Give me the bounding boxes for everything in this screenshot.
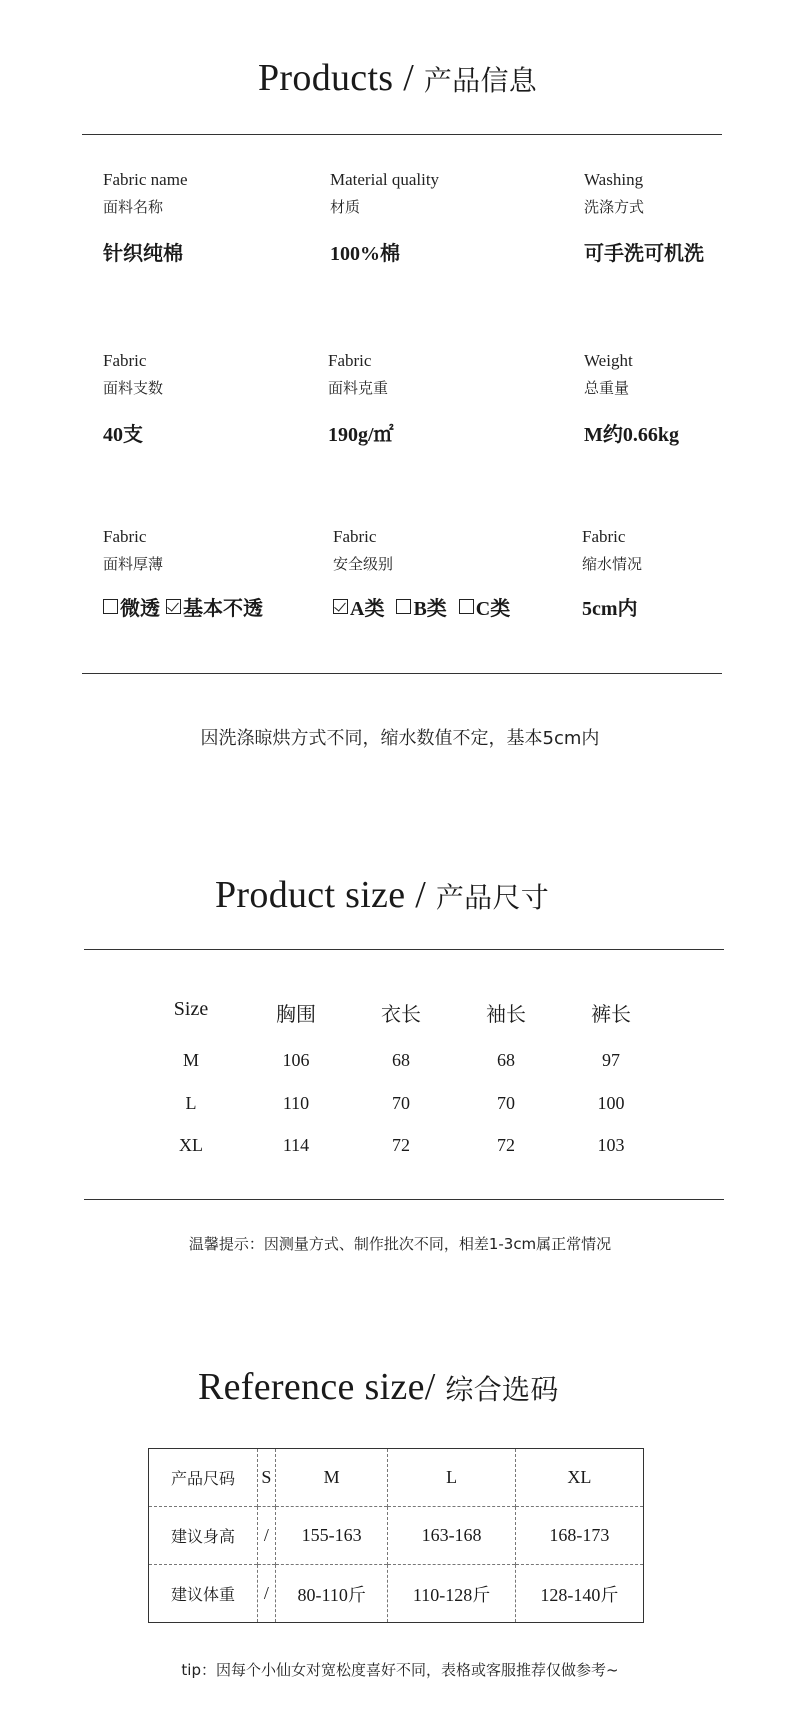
spec-fabric-weight: [328, 351, 394, 447]
products-title: [258, 56, 537, 100]
spec-shrinkage: [582, 527, 642, 621]
size-cell: 70: [497, 1093, 515, 1113]
spec-label-cn: 总重量: [584, 379, 630, 397]
table-cell: 建议体重: [149, 1565, 258, 1623]
spec-label-cn: 材质: [330, 198, 361, 216]
spec-label-en: Weight: [584, 351, 633, 370]
spec-label-en: Fabric: [103, 527, 147, 546]
spec-value: 100%棉: [330, 243, 400, 265]
table-cell: L: [388, 1449, 515, 1507]
spec-fabric-count: [103, 351, 163, 447]
reference-size-title-en: Reference size/: [198, 1366, 446, 1408]
shrinkage-note: 因洗涤晾烘方式不同，缩水数值不定，基本5cm内: [200, 728, 600, 749]
checkbox-checked-icon: [333, 599, 348, 614]
tip-note: tip：因每个小仙女对宽松度喜好不同，表格或客服推荐仅做参考~: [181, 1661, 619, 1679]
spec-material-quality: [330, 170, 439, 266]
checkbox-icon: [459, 599, 474, 614]
thickness-option-sheer[interactable]: [103, 592, 160, 621]
option-label: B类: [413, 598, 447, 620]
spec-label-cn: 面料名称: [103, 198, 164, 216]
spec-label-en: Fabric name: [103, 170, 188, 189]
spec-total-weight: [584, 351, 679, 447]
spec-fabric-name: [103, 170, 188, 266]
checkbox-checked-icon: [166, 599, 181, 614]
table-cell: 163-168: [388, 1507, 515, 1565]
size-cell: 100: [597, 1093, 625, 1113]
spec-label-en: Material quality: [330, 170, 440, 189]
products-title-en: Products /: [258, 57, 424, 99]
spec-label-en: Fabric: [328, 351, 372, 370]
safety-option-b[interactable]: [396, 592, 446, 621]
table-row: [149, 1565, 644, 1623]
size-cell: 70: [392, 1093, 410, 1113]
size-header: 衣长: [381, 1004, 421, 1026]
spec-label-en: Fabric: [582, 527, 626, 546]
size-cell: 72: [392, 1135, 410, 1155]
safety-options: [333, 592, 516, 621]
size-cell: 106: [282, 1050, 310, 1070]
spec-label-cn: 安全级别: [333, 555, 394, 573]
spec-label-cn: 面料克重: [328, 379, 389, 397]
size-cell: 72: [497, 1135, 515, 1155]
product-size-title: [215, 873, 549, 917]
size-header: Size: [173, 998, 209, 1020]
spec-value: 40支: [103, 424, 143, 446]
spec-label-en: Fabric: [333, 527, 377, 546]
size-cell: 97: [602, 1050, 620, 1070]
spec-label-cn: 缩水情况: [582, 555, 643, 573]
spec-label-en: Washing: [584, 170, 644, 189]
checkbox-icon: [103, 599, 118, 614]
product-size-bottom-divider: [84, 1199, 724, 1200]
spec-value: 5cm内: [582, 598, 638, 620]
table-cell: 155-163: [275, 1507, 388, 1565]
table-cell: 128-140斤: [515, 1565, 643, 1623]
table-cell: S: [258, 1449, 276, 1507]
spec-thickness: [103, 527, 269, 621]
option-label: A类: [350, 598, 385, 620]
spec-value: M约0.66kg: [584, 424, 679, 446]
products-top-divider: [82, 134, 722, 135]
size-cell: XL: [179, 1135, 203, 1155]
option-label: 基本不透: [183, 598, 263, 620]
size-header: 裤长: [591, 1004, 631, 1026]
table-row: [149, 1507, 644, 1565]
reference-size-title-cn: 综合选码: [445, 1375, 559, 1406]
thickness-option-opaque[interactable]: [166, 592, 263, 621]
table-cell: 168-173: [515, 1507, 643, 1565]
table-cell: XL: [515, 1449, 643, 1507]
product-size-title-en: Product size /: [215, 874, 436, 916]
spec-value: 190g/㎡: [328, 424, 394, 446]
product-size-top-divider: [84, 949, 724, 950]
spec-label-cn: 洗涤方式: [584, 198, 645, 216]
size-cell: 103: [597, 1135, 625, 1155]
table-row: [149, 1449, 644, 1507]
measurement-note: 温馨提示：因测量方式、制作批次不同，相差1-3cm属正常情况: [188, 1235, 612, 1253]
spec-washing: [584, 170, 704, 266]
table-cell: 80-110斤: [275, 1565, 388, 1623]
reference-size-table: [148, 1448, 644, 1623]
size-cell: 68: [392, 1050, 410, 1070]
table-cell: 110-128斤: [388, 1565, 515, 1623]
products-title-cn: 产品信息: [423, 66, 538, 97]
size-cell: 110: [282, 1093, 310, 1113]
table-cell: /: [258, 1507, 276, 1565]
safety-option-c[interactable]: [459, 592, 510, 621]
spec-label-cn: 面料厚薄: [103, 555, 164, 573]
products-bottom-divider: [82, 673, 722, 674]
size-cell: 114: [282, 1135, 310, 1155]
size-header: 袖长: [486, 1004, 526, 1026]
checkbox-icon: [396, 599, 411, 614]
table-cell: /: [258, 1565, 276, 1623]
size-header: 胸围: [276, 1004, 316, 1026]
size-cell: 68: [497, 1050, 515, 1070]
size-cell: L: [185, 1093, 197, 1113]
table-cell: 建议身高: [149, 1507, 258, 1565]
spec-label-en: Fabric: [103, 351, 147, 370]
spec-safety-level: [333, 527, 516, 621]
size-cell: M: [182, 1050, 199, 1070]
spec-label-cn: 面料支数: [103, 379, 164, 397]
spec-value: 针织纯棉: [103, 243, 183, 265]
product-size-title-cn: 产品尺寸: [435, 883, 550, 914]
safety-option-a[interactable]: [333, 592, 384, 621]
option-label: C类: [475, 598, 511, 620]
table-cell: M: [275, 1449, 388, 1507]
table-cell: 产品尺码: [170, 1469, 235, 1488]
thickness-options: [103, 592, 269, 621]
reference-size-title: [198, 1365, 559, 1409]
option-label: 微透: [120, 598, 160, 620]
spec-value: 可手洗可机洗: [584, 243, 704, 265]
